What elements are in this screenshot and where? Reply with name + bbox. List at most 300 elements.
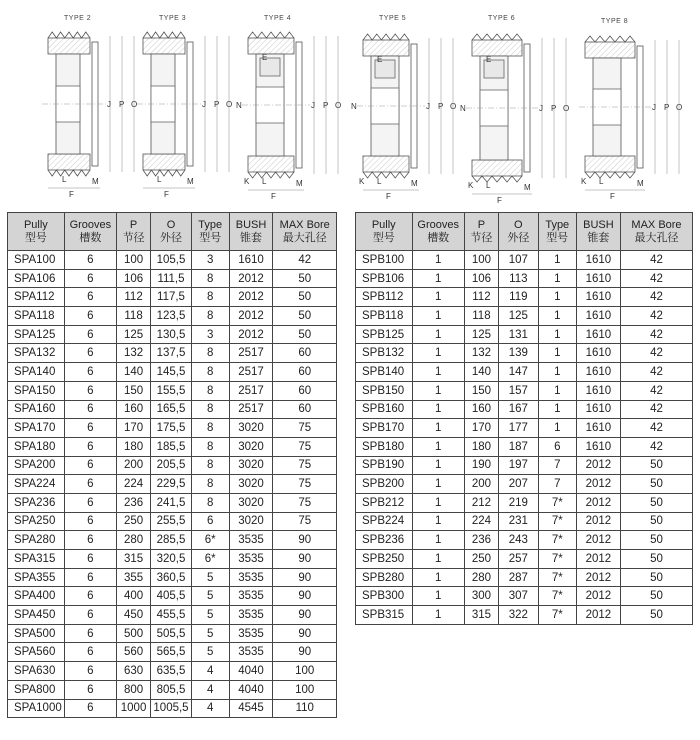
table-cell: 190 [464, 456, 498, 475]
table-cell: 6 [64, 587, 116, 606]
table-cell: SPA280 [8, 531, 65, 550]
table-row [8, 587, 337, 606]
table-cell: SPB106 [356, 269, 413, 288]
table-cell: 205,5 [151, 456, 192, 475]
table-cell: 6 [538, 437, 576, 456]
table-cell: 2012 [576, 568, 620, 587]
table-row [356, 251, 693, 270]
table-cell: 250 [116, 512, 150, 531]
table-cell: SPB190 [356, 456, 413, 475]
table-cell: 3 [191, 251, 229, 270]
table-cell: 8 [191, 363, 229, 382]
table-cell: SPB315 [356, 606, 413, 625]
table-row [356, 531, 693, 550]
pulley-diagram-type-6 [579, 18, 682, 201]
table-cell: 118 [116, 307, 150, 326]
table-cell: SPB112 [356, 288, 413, 307]
spb-header-1 [412, 213, 464, 251]
table-cell: 1 [538, 400, 576, 419]
table-cell: 7 [538, 456, 576, 475]
rim-bottom-section [585, 156, 635, 172]
table-cell: 1000 [116, 699, 150, 718]
spa-header-2 [116, 213, 150, 251]
dim-label-l: L [599, 177, 604, 186]
dim-label-k: K [468, 181, 474, 190]
table-cell: 50 [273, 307, 337, 326]
table-cell: 50 [621, 550, 693, 569]
table-row [8, 699, 337, 718]
diagram-type-label: TYPE 6 [488, 15, 516, 22]
table-cell: 3020 [229, 512, 273, 531]
table-row [356, 381, 693, 400]
table-cell: 160 [464, 400, 498, 419]
table-cell: 90 [273, 624, 337, 643]
table-row [356, 550, 693, 569]
dim-label-p: P [551, 104, 557, 113]
table-cell: 7* [538, 531, 576, 550]
header-en: Grooves [69, 218, 112, 231]
header-zh: 型号 [372, 231, 395, 244]
table-cell: 5 [191, 643, 229, 662]
table-cell: 4 [191, 680, 229, 699]
table-cell: 1 [412, 512, 464, 531]
table-cell: 1 [538, 288, 576, 307]
table-cell: 3535 [229, 550, 273, 569]
groove-bottom-shape [248, 172, 294, 178]
table-cell: 1 [412, 344, 464, 363]
table-cell: 125 [464, 325, 498, 344]
table-cell: 2012 [229, 288, 273, 307]
header-en: Type [545, 218, 570, 231]
table-cell: 130,5 [151, 325, 192, 344]
table-cell: 50 [273, 269, 337, 288]
dim-label-j: J [107, 100, 111, 109]
table-cell: 106 [116, 269, 150, 288]
table-cell: 307 [498, 587, 538, 606]
header-zh: 型号 [546, 231, 569, 244]
table-cell: SPA500 [8, 624, 65, 643]
table-cell: 3020 [229, 456, 273, 475]
dim-label-m: M [187, 177, 194, 186]
table-cell: SPA224 [8, 475, 65, 494]
header-en: P [477, 218, 486, 231]
table-cell: 6 [64, 493, 116, 512]
table-cell: 105,5 [151, 251, 192, 270]
table-cell: 6 [64, 400, 116, 419]
table-cell: SPA355 [8, 568, 65, 587]
table-cell: 315 [464, 606, 498, 625]
table-row [8, 568, 337, 587]
table-row [8, 288, 337, 307]
header-en: BUSH [235, 218, 267, 231]
table-cell: 322 [498, 606, 538, 625]
table-cell: 42 [621, 344, 693, 363]
table-cell: 160 [116, 400, 150, 419]
table-row [8, 325, 337, 344]
table-cell: 455,5 [151, 606, 192, 625]
table-cell: 500 [116, 624, 150, 643]
dim-label-o: O [226, 100, 233, 109]
table-cell: 5 [191, 568, 229, 587]
table-row [8, 437, 337, 456]
groove-bottom-shape [48, 170, 90, 176]
groove-top-shape [472, 34, 522, 40]
spa-header-0 [8, 213, 65, 251]
table-cell: SPB150 [356, 381, 413, 400]
spa-header-6 [273, 213, 337, 251]
table-row [356, 363, 693, 382]
table-cell: 100 [273, 680, 337, 699]
dim-label-p: P [438, 102, 444, 111]
table-cell: SPB250 [356, 550, 413, 569]
dim-label-m: M [524, 183, 531, 192]
table-cell: 1 [412, 493, 464, 512]
header-zh: 外径 [160, 231, 182, 244]
table-cell: 150 [464, 381, 498, 400]
table-cell: 8 [191, 475, 229, 494]
table-cell: SPB212 [356, 493, 413, 512]
table-cell: 224 [464, 512, 498, 531]
rim-bottom-section [48, 154, 90, 170]
table-cell: 7* [538, 550, 576, 569]
table-row [356, 437, 693, 456]
diagram-type-label: TYPE 5 [379, 15, 407, 22]
table-cell: 1 [538, 419, 576, 438]
table-cell: 131 [498, 325, 538, 344]
rim-top-section [48, 38, 90, 54]
table-cell: 8 [191, 288, 229, 307]
spb-pulley-table [355, 212, 693, 625]
table-cell: 5 [191, 606, 229, 625]
table-cell: 107 [498, 251, 538, 270]
table-cell: 7* [538, 606, 576, 625]
table-cell: 185,5 [151, 437, 192, 456]
table-row [356, 475, 693, 494]
table-cell: 3535 [229, 587, 273, 606]
table-row [356, 344, 693, 363]
table-row [8, 475, 337, 494]
dim-label-j: J [202, 100, 206, 109]
table-cell: 1 [538, 269, 576, 288]
table-cell: 50 [621, 493, 693, 512]
table-cell: 111,5 [151, 269, 192, 288]
table-cell: 200 [464, 475, 498, 494]
table-cell: SPA106 [8, 269, 65, 288]
dim-label-e: E [486, 55, 492, 64]
pulley-type-diagrams [0, 0, 700, 205]
table-row [8, 550, 337, 569]
table-row [8, 419, 337, 438]
header-zh: 槽数 [79, 231, 102, 244]
table-cell: 8 [191, 437, 229, 456]
table-cell: 6 [64, 512, 116, 531]
table-cell: 805,5 [151, 680, 192, 699]
table-cell: 60 [273, 381, 337, 400]
table-cell: SPB118 [356, 307, 413, 326]
dim-label-n: N [460, 104, 466, 113]
table-cell: 355 [116, 568, 150, 587]
table-cell: 100 [273, 662, 337, 681]
table-cell: 42 [273, 251, 337, 270]
table-cell: 236 [116, 493, 150, 512]
spb-header-5 [576, 213, 620, 251]
diagram-type-label: TYPE 2 [64, 15, 92, 22]
diagram-type-label: TYPE 3 [159, 15, 187, 22]
table-cell: 42 [621, 419, 693, 438]
table-cell: 165,5 [151, 400, 192, 419]
spa-header-1 [64, 213, 116, 251]
rim-bottom-section [363, 156, 409, 172]
table-cell: 560 [116, 643, 150, 662]
header-zh: 槽数 [427, 231, 450, 244]
table-cell: 42 [621, 269, 693, 288]
groove-top-shape [363, 34, 409, 40]
table-cell: 132 [116, 344, 150, 363]
groove-bottom-shape [363, 172, 409, 178]
header-zh: 锥套 [240, 231, 263, 244]
table-cell: SPA560 [8, 643, 65, 662]
spb-header-4 [538, 213, 576, 251]
table-cell: 6 [64, 344, 116, 363]
table-cell: 2012 [229, 269, 273, 288]
table-cell: 117,5 [151, 288, 192, 307]
table-cell: 2012 [576, 512, 620, 531]
table-cell: 1 [412, 568, 464, 587]
diagram-type-label: TYPE 8 [601, 18, 629, 25]
table-cell: SPB160 [356, 400, 413, 419]
table-cell: 1610 [576, 325, 620, 344]
table-cell: SPB125 [356, 325, 413, 344]
table-row [356, 419, 693, 438]
table-cell: 8 [191, 307, 229, 326]
table-cell: 42 [621, 251, 693, 270]
table-cell: 140 [464, 363, 498, 382]
table-cell: 7* [538, 587, 576, 606]
table-cell: 50 [621, 606, 693, 625]
table-cell: 6 [64, 381, 116, 400]
table-row [356, 606, 693, 625]
table-cell: 60 [273, 363, 337, 382]
table-cell: 150 [116, 381, 150, 400]
table-cell: 2012 [576, 587, 620, 606]
table-row [8, 624, 337, 643]
table-cell: 8 [191, 400, 229, 419]
table-cell: 7* [538, 568, 576, 587]
dim-label-f: F [271, 192, 276, 201]
table-cell: 2012 [576, 550, 620, 569]
spb-header-2 [464, 213, 498, 251]
table-cell: 157 [498, 381, 538, 400]
table-cell: 800 [116, 680, 150, 699]
table-cell: 112 [116, 288, 150, 307]
table-cell: 255,5 [151, 512, 192, 531]
table-cell: 2012 [229, 307, 273, 326]
table-cell: 42 [621, 437, 693, 456]
table-cell: 42 [621, 288, 693, 307]
table-cell: 2012 [576, 606, 620, 625]
table-cell: SPB132 [356, 344, 413, 363]
table-cell: SPA630 [8, 662, 65, 681]
table-row [356, 288, 693, 307]
table-row [356, 587, 693, 606]
spb-header-3 [498, 213, 538, 251]
table-cell: 280 [116, 531, 150, 550]
table-cell: 8 [191, 269, 229, 288]
dim-label-k: K [244, 177, 250, 186]
table-cell: 119 [498, 288, 538, 307]
table-cell: 180 [464, 437, 498, 456]
table-cell: 1610 [576, 344, 620, 363]
header-en: O [514, 218, 523, 231]
table-cell: SPB170 [356, 419, 413, 438]
table-cell: 8 [191, 344, 229, 363]
rim-bottom-section [472, 160, 522, 176]
table-row [356, 456, 693, 475]
pulley-diagram-type-5 [460, 15, 569, 205]
table-row [356, 568, 693, 587]
table-cell: 50 [621, 512, 693, 531]
table-cell: SPA118 [8, 307, 65, 326]
table-cell: 1 [412, 381, 464, 400]
table-row [8, 363, 337, 382]
table-cell: 170 [116, 419, 150, 438]
table-cell: 6 [191, 512, 229, 531]
table-cell: 1 [412, 400, 464, 419]
table-cell: 125 [498, 307, 538, 326]
table-cell: 6 [64, 456, 116, 475]
table-cell: 1610 [229, 251, 273, 270]
table-cell: SPA800 [8, 680, 65, 699]
table-cell: 1 [412, 251, 464, 270]
table-cell: SPA140 [8, 363, 65, 382]
table-cell: 6 [64, 624, 116, 643]
table-cell: 75 [273, 475, 337, 494]
table-cell: SPA315 [8, 550, 65, 569]
table-cell: 315 [116, 550, 150, 569]
spa-header-4 [191, 213, 229, 251]
rim-top-section [585, 42, 635, 58]
table-row [8, 662, 337, 681]
table-cell: 90 [273, 587, 337, 606]
header-zh: 型号 [199, 231, 222, 244]
groove-top-shape [585, 36, 635, 42]
table-cell: 280 [464, 568, 498, 587]
header-en: P [129, 218, 138, 231]
table-cell: 42 [621, 363, 693, 382]
table-cell: 1 [412, 587, 464, 606]
table-cell: 1005,5 [151, 699, 192, 718]
header-en: Type [198, 218, 223, 231]
table-cell: 6 [64, 288, 116, 307]
spa-pulley-table [7, 212, 337, 718]
table-cell: 8 [191, 493, 229, 512]
table-cell: 635,5 [151, 662, 192, 681]
table-cell: 1 [412, 419, 464, 438]
table-cell: 106 [464, 269, 498, 288]
dim-label-p: P [214, 100, 220, 109]
dim-label-j: J [539, 104, 543, 113]
table-cell: 3020 [229, 437, 273, 456]
table-cell: 360,5 [151, 568, 192, 587]
header-zh: 外径 [507, 231, 530, 244]
table-cell: SPA400 [8, 587, 65, 606]
table-cell: 6 [64, 568, 116, 587]
dim-label-p: P [119, 100, 125, 109]
table-cell: 1610 [576, 381, 620, 400]
table-cell: 42 [621, 381, 693, 400]
table-cell: 5 [191, 587, 229, 606]
header-en: O [166, 218, 176, 231]
header-zh: 型号 [24, 231, 47, 244]
table-row [8, 606, 337, 625]
table-cell: 7* [538, 512, 576, 531]
table-cell: 6 [64, 699, 116, 718]
table-cell: 90 [273, 531, 337, 550]
header-en: Pully [23, 218, 48, 231]
table-cell: 1 [538, 363, 576, 382]
dim-label-l: L [486, 181, 491, 190]
table-cell: 177 [498, 419, 538, 438]
table-cell: SPA160 [8, 400, 65, 419]
table-row [8, 344, 337, 363]
table-cell: 90 [273, 606, 337, 625]
table-cell: 630 [116, 662, 150, 681]
table-row [356, 512, 693, 531]
table-cell: 4 [191, 699, 229, 718]
table-cell: 140 [116, 363, 150, 382]
table-cell: 250 [464, 550, 498, 569]
table-cell: 75 [273, 456, 337, 475]
table-cell: 147 [498, 363, 538, 382]
header-en: BUSH [583, 218, 614, 231]
table-cell: 6 [64, 419, 116, 438]
table-cell: 1 [538, 344, 576, 363]
table-cell: 236 [464, 531, 498, 550]
table-cell: 450 [116, 606, 150, 625]
table-cell: 42 [621, 400, 693, 419]
table-cell: 187 [498, 437, 538, 456]
table-cell: 1 [538, 381, 576, 400]
table-cell: 2012 [229, 325, 273, 344]
table-cell: 6 [64, 680, 116, 699]
groove-top-shape [48, 32, 90, 38]
table-cell: 320,5 [151, 550, 192, 569]
table-cell: 224 [116, 475, 150, 494]
dim-label-m: M [296, 179, 303, 188]
table-cell: 400 [116, 587, 150, 606]
table-cell: 241,5 [151, 493, 192, 512]
table-cell: 505,5 [151, 624, 192, 643]
table-cell: SPB224 [356, 512, 413, 531]
dim-label-n: N [236, 101, 242, 110]
table-cell: 1 [538, 307, 576, 326]
dim-label-j: J [652, 103, 656, 112]
table-cell: 42 [621, 325, 693, 344]
table-cell: 6 [64, 269, 116, 288]
table-cell: SPB140 [356, 363, 413, 382]
table-cell: SPA112 [8, 288, 65, 307]
table-cell: 90 [273, 643, 337, 662]
table-cell: 170 [464, 419, 498, 438]
table-cell: 139 [498, 344, 538, 363]
dim-label-e: E [262, 53, 268, 62]
table-cell: 4545 [229, 699, 273, 718]
table-cell: 112 [464, 288, 498, 307]
header-en: MAX Bore [631, 218, 682, 231]
table-row [356, 269, 693, 288]
dim-label-k: K [581, 177, 587, 186]
rim-top-section [472, 40, 522, 56]
